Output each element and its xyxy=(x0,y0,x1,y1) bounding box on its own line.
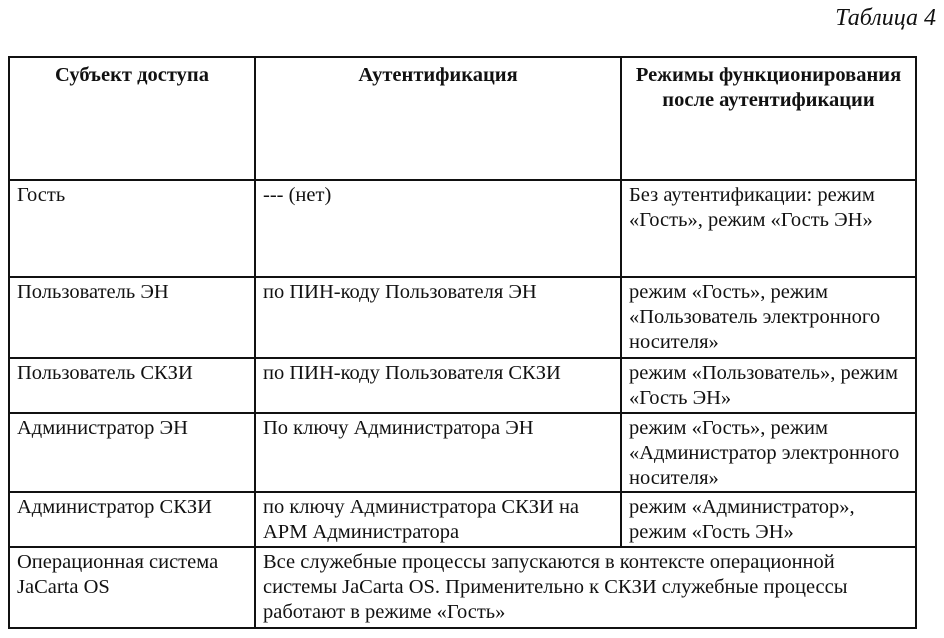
cell-authentication: по ключу Администратора СКЗИ на АРМ Администратора xyxy=(255,492,621,547)
cell-modes: режим «Гость», режим «Администратор электронного носителя» xyxy=(621,413,916,492)
cell-subject: Администратор ЭН xyxy=(9,413,255,492)
cell-modes: режим «Администратор», режим «Гость ЭН» xyxy=(621,492,916,547)
cell-merged-description: Все служебные процессы запускаются в контексте операционной системы JaCarta OS. Применительно к СКЗИ служебные процессы работают в режиме «Гость» xyxy=(255,547,916,628)
cell-authentication: по ПИН-коду Пользователя СКЗИ xyxy=(255,358,621,413)
header-authentication: Аутентификация xyxy=(255,57,621,180)
cell-authentication: по ПИН-коду Пользователя ЭН xyxy=(255,277,621,358)
table-row xyxy=(9,277,916,358)
table-row xyxy=(9,492,916,547)
cell-subject: Операционная система JaCarta OS xyxy=(9,547,255,628)
table-row xyxy=(9,358,916,413)
table-header-row xyxy=(9,57,916,180)
table-row xyxy=(9,547,916,628)
cell-modes: режим «Пользователь», режим «Гость ЭН» xyxy=(621,358,916,413)
header-modes: Режимы функционирования после аутентификации xyxy=(621,57,916,180)
cell-subject: Пользователь СКЗИ xyxy=(9,358,255,413)
header-subject: Субъект доступа xyxy=(9,57,255,180)
cell-authentication: По ключу Администратора ЭН xyxy=(255,413,621,492)
cell-subject: Гость xyxy=(9,180,255,277)
table-row xyxy=(9,180,916,277)
access-table xyxy=(8,56,917,629)
table-caption: Таблица 4 xyxy=(835,5,936,31)
cell-modes: Без аутентификации: режим «Гость», режим «Гость ЭН» xyxy=(621,180,916,277)
cell-subject: Администратор СКЗИ xyxy=(9,492,255,547)
cell-subject: Пользователь ЭН xyxy=(9,277,255,358)
table-row xyxy=(9,413,916,492)
cell-authentication: --- (нет) xyxy=(255,180,621,277)
cell-modes: режим «Гость», режим «Пользователь электронного носителя» xyxy=(621,277,916,358)
